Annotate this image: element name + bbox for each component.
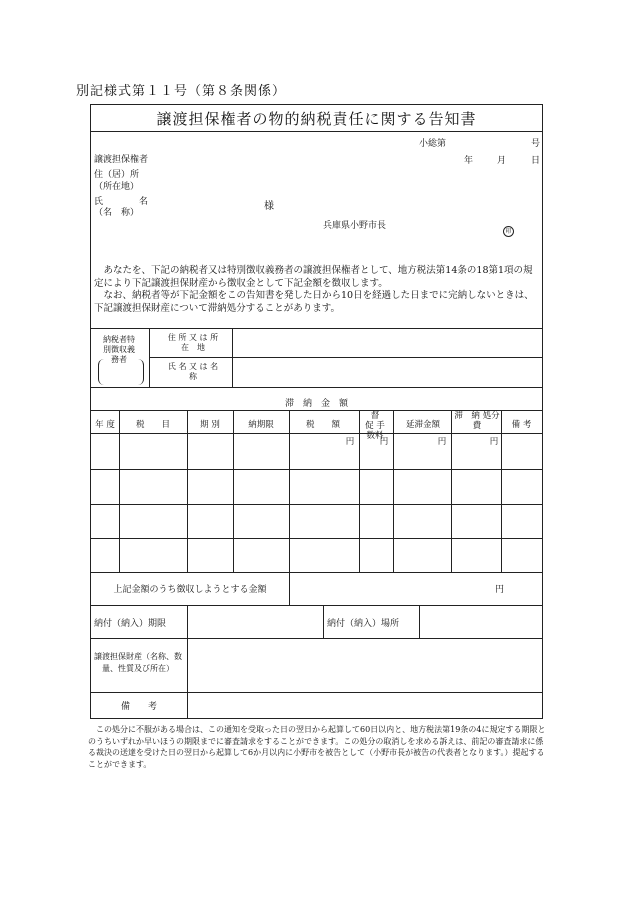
table-row-divider bbox=[91, 538, 542, 539]
sama-label: 様 bbox=[264, 201, 274, 212]
address-label-sub: （所在地） bbox=[94, 182, 140, 192]
divider bbox=[91, 605, 542, 606]
header-period: 期 別 bbox=[200, 420, 220, 430]
divider bbox=[91, 328, 542, 329]
unit-yen: 円 bbox=[379, 437, 389, 447]
header-disposition-fee: 滞 納 処分費 bbox=[454, 411, 500, 431]
divider bbox=[323, 605, 324, 638]
table-column-divider bbox=[233, 410, 234, 572]
unit-yen: 円 bbox=[489, 437, 499, 447]
arrears-heading: 滞 納 金 額 bbox=[284, 399, 348, 409]
header-dunning-fee: 督 促 手数料 bbox=[365, 411, 388, 441]
issuer-name: 兵庫県小野市長 bbox=[323, 221, 387, 231]
table-column-divider bbox=[451, 410, 452, 572]
date-month: 月 bbox=[497, 156, 507, 166]
date-day: 日 bbox=[531, 156, 541, 166]
table-column-divider bbox=[187, 410, 188, 572]
taxpayer-address-label: 住 所 又 は 所 在 地 bbox=[167, 333, 227, 352]
name-label: 氏 名 bbox=[94, 197, 149, 207]
divider bbox=[149, 357, 542, 358]
taxpayer-group-label: 納税者特別徴収義務者 bbox=[103, 335, 135, 364]
addressee-heading: 譲渡担保権者 bbox=[94, 155, 149, 165]
date-year: 年 bbox=[464, 156, 474, 166]
table-row-divider bbox=[91, 469, 542, 470]
number-suffix: 号 bbox=[531, 139, 541, 149]
header-fiscal-year: 年 度 bbox=[95, 420, 115, 430]
table-row-divider bbox=[91, 572, 542, 573]
header-remarks: 備 考 bbox=[511, 420, 532, 430]
divider bbox=[91, 387, 542, 388]
address-label: 住（居）所 bbox=[94, 170, 140, 180]
divider bbox=[187, 638, 188, 718]
seal-char: 印 bbox=[503, 226, 514, 237]
payment-place-label: 納付（納入）場所 bbox=[327, 619, 400, 629]
form-title: 譲渡担保権者の物的納税責任に関する告知書 bbox=[156, 110, 477, 128]
collect-amount-label: 上記金額のうち徴収しようとする金額 bbox=[113, 585, 267, 595]
number-prefix: 小総第 bbox=[419, 139, 447, 149]
unit-yen: 円 bbox=[437, 437, 447, 447]
title-row bbox=[91, 105, 542, 132]
taxpayer-name-label: 氏 名 又 は 名 称 bbox=[167, 362, 243, 381]
collect-amount-unit: 円 bbox=[495, 585, 505, 595]
divider bbox=[187, 605, 188, 638]
footer-note bbox=[88, 724, 548, 770]
divider bbox=[91, 638, 542, 639]
header-late-charge: 延滞金額 bbox=[405, 420, 440, 430]
remarks-label: 備 考 bbox=[120, 702, 157, 712]
notice-paragraph-1: あなたを、下記の納税者又は特別徴収義務者の譲渡担保権者として、地方税法第14条の18第1項の規定により下記譲渡担保財産から徴収金として下記金額を徴収します。 bbox=[94, 265, 533, 289]
divider bbox=[419, 605, 420, 638]
form-label: 別記様式第１１号（第８条関係） bbox=[76, 84, 287, 99]
notice-text bbox=[94, 265, 540, 315]
footer-paragraph: この処分に不服がある場合は、この通知を受取った日の翌日から起算して60日以内と、地方税法第19条の4に規定する期限とのうちいずれか早いほうの期限までに審査請求をすることができます。この処分の取消しを求める訴えは、前記の審査請求に係る裁決の送達を受けた日の翌日から起算して6か月以内に小野市を被告として（小野市長が被告の代表者となります。）提起することができます。 bbox=[88, 725, 546, 769]
table-column-divider bbox=[393, 410, 394, 572]
payment-deadline-label: 納付（納入）期限 bbox=[94, 619, 167, 629]
notice-paragraph-2: なお、納税者等が下記金額をこの告知書を発した日から10日を経過した日までに完納しないときは、下記譲渡担保財産について滞納処分することがあります。 bbox=[94, 290, 534, 314]
table-column-divider bbox=[359, 410, 360, 572]
name-label-sub: （名 称） bbox=[94, 208, 140, 218]
divider bbox=[91, 692, 542, 693]
seal-mark bbox=[503, 218, 514, 237]
table-column-divider bbox=[289, 410, 290, 605]
table-row-divider bbox=[91, 504, 542, 505]
table-column-divider bbox=[501, 410, 502, 572]
header-tax-amount: 税 額 bbox=[305, 420, 340, 430]
collateral-label: 譲渡担保財産（名称、数量、性質及び所在） bbox=[94, 652, 182, 673]
header-tax-item: 税 目 bbox=[135, 420, 170, 430]
notice-form bbox=[90, 104, 543, 719]
unit-yen: 円 bbox=[345, 437, 355, 447]
header-due-date: 納期限 bbox=[248, 420, 274, 430]
table-column-divider bbox=[119, 410, 120, 572]
divider bbox=[91, 433, 542, 434]
